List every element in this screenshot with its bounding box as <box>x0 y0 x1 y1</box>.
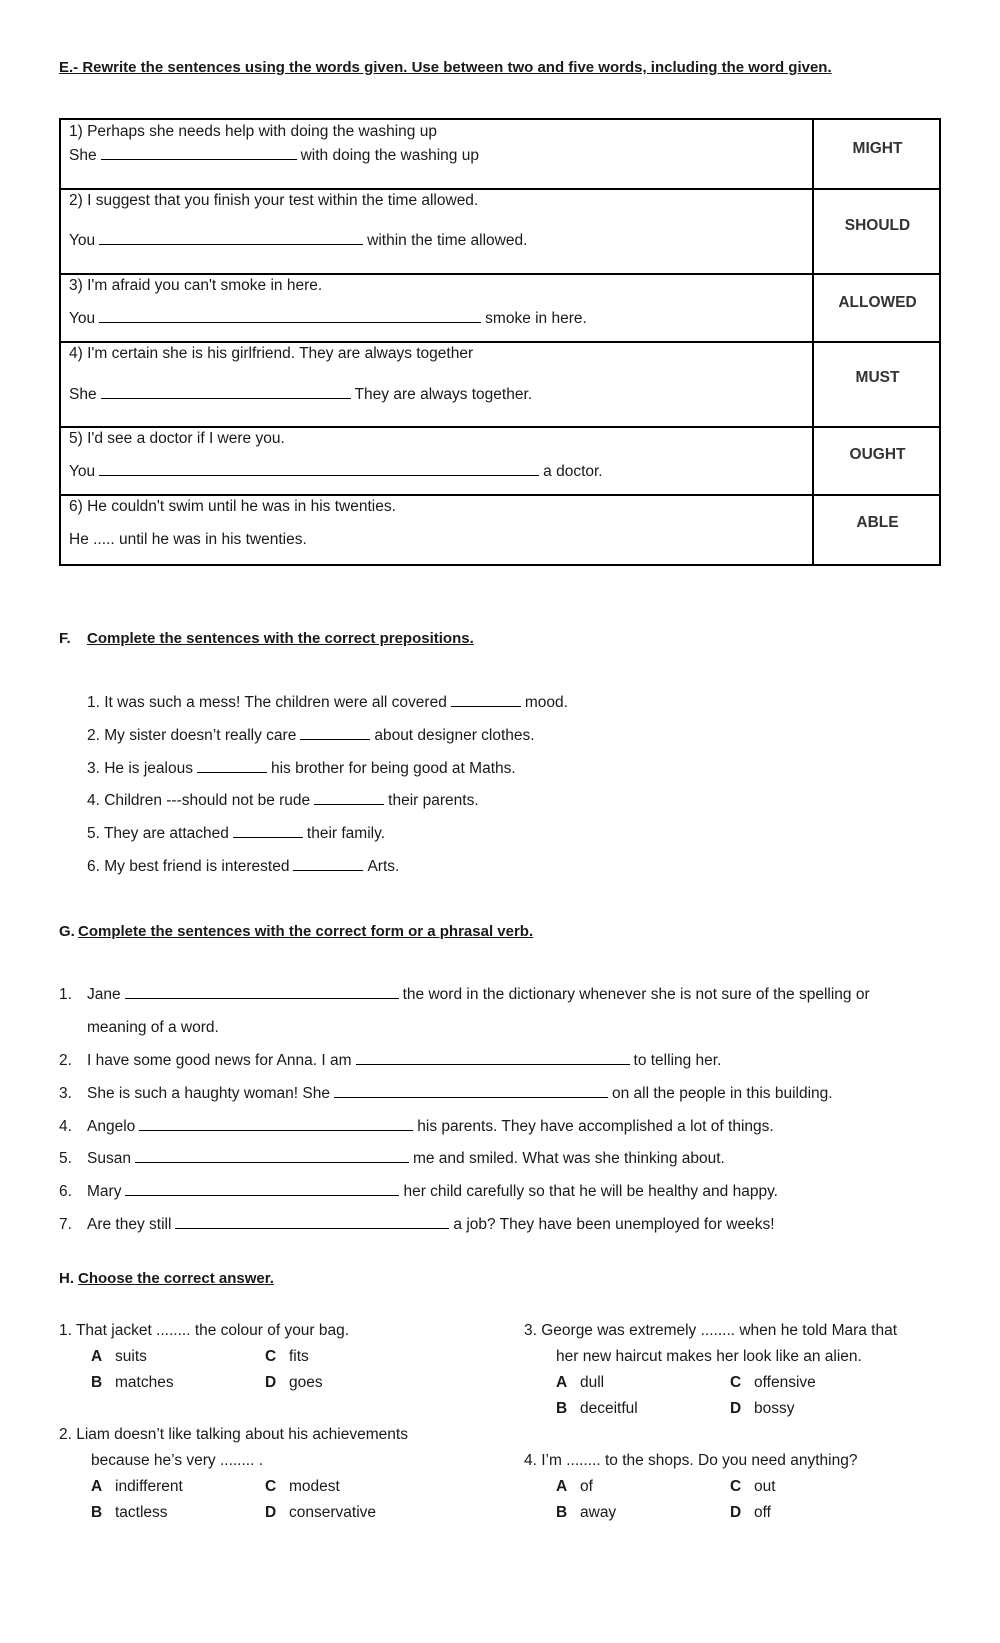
table-row <box>61 496 939 564</box>
keyword-should: SHOULD <box>844 217 911 234</box>
row-answer-line: You smoke in here. <box>69 310 587 327</box>
section-f-letter: F. <box>59 630 71 647</box>
option-a[interactable]: A suits <box>91 1348 147 1365</box>
list-item: Angelo his parents. They have accomplished a lot of things. <box>87 1118 774 1135</box>
list-item-continuation: meaning of a word. <box>87 1019 219 1036</box>
answer-blank[interactable] <box>99 463 539 476</box>
option-d[interactable]: D conservative <box>265 1504 377 1521</box>
answer-blank[interactable] <box>451 694 521 707</box>
list-item: 1. <box>59 986 72 1003</box>
list-item: 6. My best friend is interested Arts. <box>87 858 400 875</box>
option-a[interactable]: A of <box>556 1478 593 1495</box>
list-item: I have some good news for Anna. I am to telling her. <box>87 1052 722 1069</box>
row-sentence: 2) I suggest that you finish your test within the time allowed. <box>69 192 479 209</box>
question-text: 3. George was extremely ........ when he told Mara that <box>524 1322 898 1339</box>
list-item: 2. <box>59 1052 72 1069</box>
row-sentence: 3) I'm afraid you can't smoke in here. <box>69 277 323 294</box>
option-b[interactable]: B matches <box>91 1374 174 1391</box>
option-a[interactable]: A dull <box>556 1374 605 1391</box>
list-item: Are they still a job? They have been unemployed for weeks! <box>87 1216 775 1233</box>
answer-blank[interactable] <box>300 727 370 740</box>
answer-blank[interactable] <box>293 858 363 871</box>
row-sentence: 5) I'd see a doctor if I were you. <box>69 430 285 447</box>
table-row <box>61 190 939 275</box>
list-item: Susan me and smiled. What was she thinking about. <box>87 1150 725 1167</box>
list-item: 1. It was such a mess! The children were all covered mood. <box>87 694 568 711</box>
section-f-heading: Complete the sentences with the correct prepositions. <box>87 630 474 647</box>
section-h-heading: Choose the correct answer. <box>78 1270 274 1287</box>
answer-blank[interactable] <box>125 1183 399 1196</box>
keyword-must: MUST <box>855 369 900 386</box>
table-row <box>61 428 939 496</box>
option-c[interactable]: C fits <box>265 1348 309 1365</box>
list-item: 7. <box>59 1216 72 1233</box>
option-a[interactable]: A indifferent <box>91 1478 183 1495</box>
list-item: She is such a haughty woman! She on all the people in this building. <box>87 1085 833 1102</box>
option-b[interactable]: B tactless <box>91 1504 168 1521</box>
option-d[interactable]: D bossy <box>730 1400 795 1417</box>
keyword-allowed: ALLOWED <box>838 294 917 311</box>
list-item: 2. My sister doesn’t really care about designer clothes. <box>87 727 535 744</box>
section-g-heading: Complete the sentences with the correct form or a phrasal verb. <box>78 923 534 940</box>
option-c[interactable]: C out <box>730 1478 776 1495</box>
list-item: 4. Children ---should not be rude their parents. <box>87 792 479 809</box>
question-text-continuation: her new haircut makes her look like an alien. <box>556 1348 862 1365</box>
list-item: 3. <box>59 1085 72 1102</box>
option-c[interactable]: C offensive <box>730 1374 816 1391</box>
section-g-letter: G. <box>59 923 75 940</box>
question-text: 4. I’m ........ to the shops. Do you need anything? <box>524 1452 858 1469</box>
rewrite-table <box>59 118 941 566</box>
list-item: 6. <box>59 1183 72 1200</box>
section-e-heading: E.- Rewrite the sentences using the words given. Use between two and five words, including the word given. <box>59 59 832 76</box>
option-d[interactable]: D goes <box>265 1374 323 1391</box>
list-item: 5. They are attached their family. <box>87 825 385 842</box>
question-text: 2. Liam doesn’t like talking about his achievements <box>59 1426 408 1443</box>
row-sentence: 1) Perhaps she needs help with doing the washing up <box>69 123 437 140</box>
answer-blank[interactable] <box>101 147 297 160</box>
answer-blank[interactable] <box>314 792 384 805</box>
keyword-might: MIGHT <box>852 140 903 157</box>
answer-blank[interactable] <box>139 1118 413 1131</box>
table-row <box>61 275 939 343</box>
keyword-able: ABLE <box>856 514 899 531</box>
answer-blank[interactable] <box>197 760 267 773</box>
table-row <box>61 120 939 190</box>
table-row <box>61 343 939 428</box>
list-item: 3. He is jealous his brother for being good at Maths. <box>87 760 516 777</box>
option-c[interactable]: C modest <box>265 1478 340 1495</box>
row-answer-line: You within the time allowed. <box>69 232 528 249</box>
list-item: Jane the word in the dictionary whenever she is not sure of the spelling or <box>87 986 870 1003</box>
row-answer-line: He ..... until he was in his twenties. <box>69 531 307 548</box>
row-answer-line: You a doctor. <box>69 463 603 480</box>
option-b[interactable]: B away <box>556 1504 617 1521</box>
keyword-ought: OUGHT <box>849 446 906 463</box>
row-sentence: 6) He couldn't swim until he was in his twenties. <box>69 498 396 515</box>
option-d[interactable]: D off <box>730 1504 771 1521</box>
row-answer-line: She They are always together. <box>69 386 533 403</box>
option-b[interactable]: B deceitful <box>556 1400 638 1417</box>
row-sentence: 4) I'm certain she is his girlfriend. They are always together <box>69 345 474 362</box>
list-item: 5. <box>59 1150 72 1167</box>
list-item: Mary her child carefully so that he will be healthy and happy. <box>87 1183 778 1200</box>
row-answer-line: She with doing the washing up <box>69 147 479 164</box>
answer-blank[interactable] <box>175 1216 449 1229</box>
answer-blank[interactable] <box>125 986 399 999</box>
answer-blank[interactable] <box>99 310 481 323</box>
answer-blank[interactable] <box>101 386 351 399</box>
answer-blank[interactable] <box>334 1085 608 1098</box>
answer-blank[interactable] <box>99 232 363 245</box>
answer-blank[interactable] <box>356 1052 630 1065</box>
answer-blank[interactable] <box>135 1150 409 1163</box>
question-text: 1. That jacket ........ the colour of your bag. <box>59 1322 350 1339</box>
question-text-continuation: because he’s very ........ . <box>91 1452 264 1469</box>
list-item: 4. <box>59 1118 72 1135</box>
answer-blank[interactable] <box>233 825 303 838</box>
section-h-letter: H. <box>59 1270 74 1287</box>
